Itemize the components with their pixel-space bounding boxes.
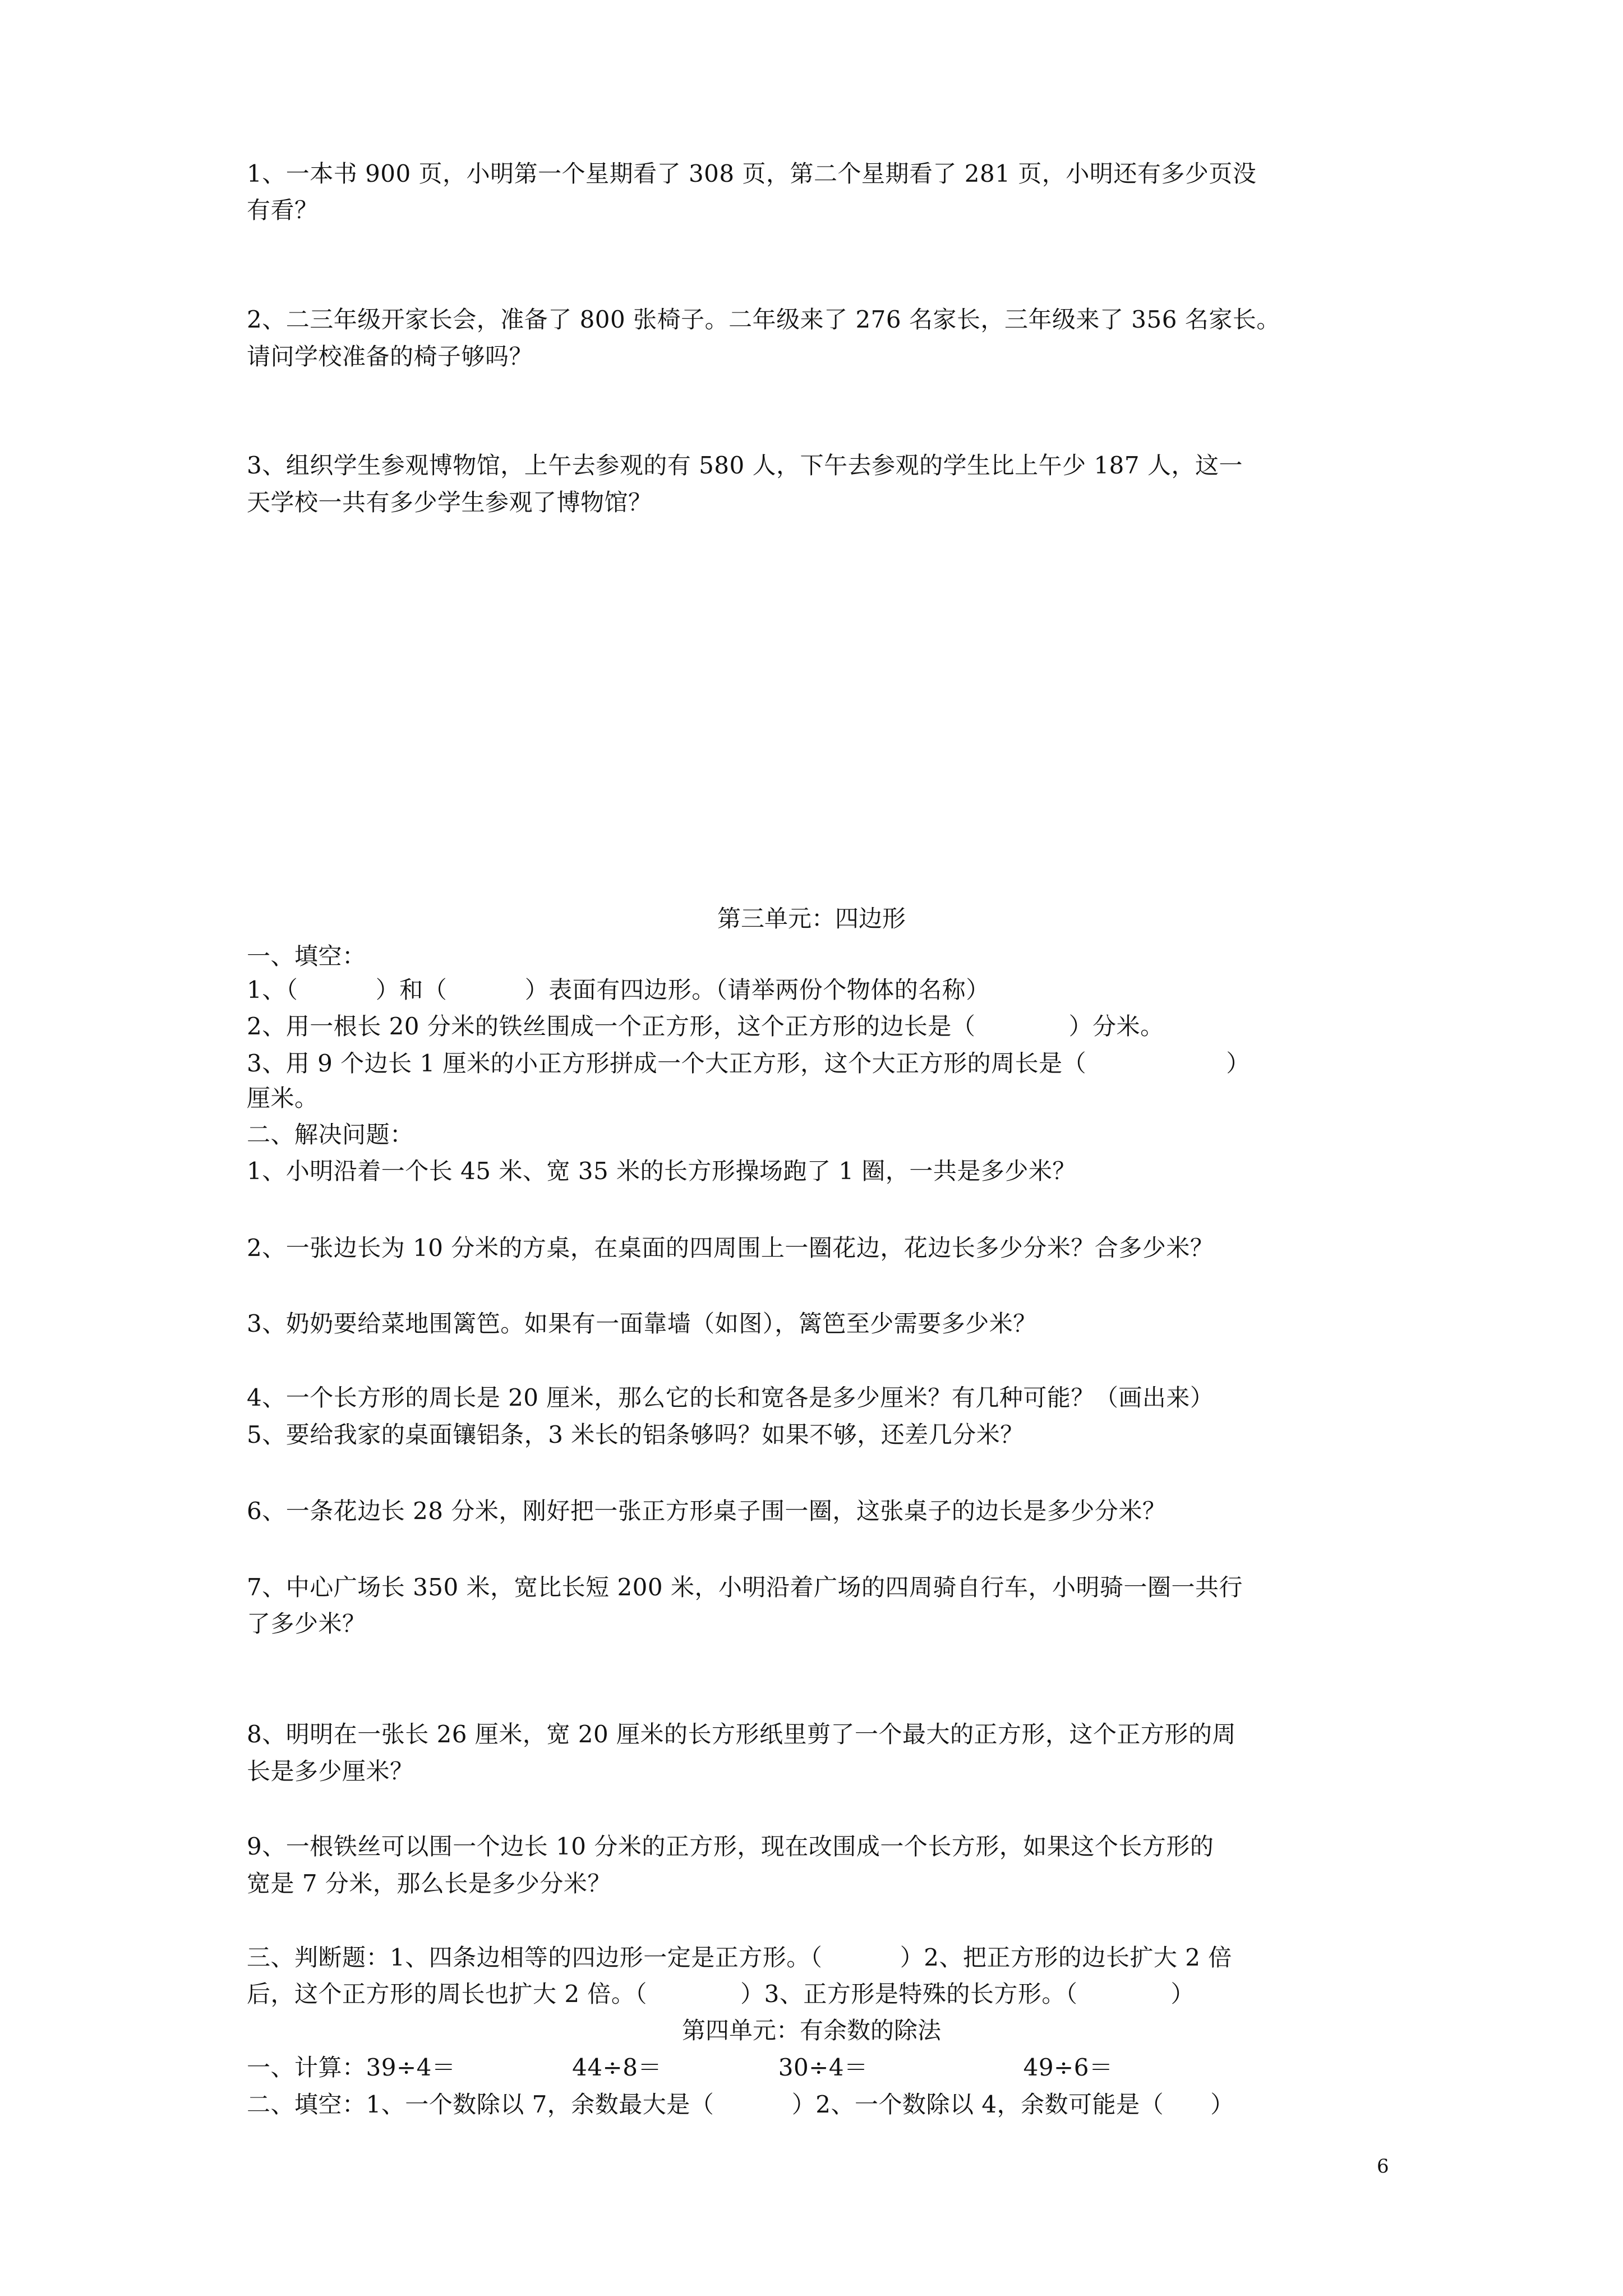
- unit3-fill-item-3-cont: 厘米。: [247, 1084, 319, 1112]
- unit3-fill-heading: 一、填空：: [247, 942, 366, 970]
- problem-3-line-1: 3、组织学生参观博物馆，上午去参观的有 580 人，下午去参观的学生比上午少 187 人，这一: [247, 452, 1243, 479]
- unit3-solve-q6: 6、一条花边长 28 分米，刚好把一张正方形桌子围一圈，这张桌子的边长是多少分米？: [247, 1497, 1166, 1525]
- unit3-fill-item-1: 1、（ ）和（ ）表面有四边形。（请举两份个物体的名称）: [247, 976, 990, 1004]
- problem-2-line-2: 请问学校准备的椅子够吗？: [247, 343, 533, 370]
- unit3-solve-q7-line-2: 了多少米？: [247, 1610, 366, 1637]
- page-number: 6: [1377, 2155, 1389, 2178]
- unit3-solve-q7-line-1: 7、中心广场长 350 米，宽比长短 200 米，小明沿着广场的四周骑自行车，小明骑一圈一共行: [247, 1573, 1243, 1601]
- unit3-solve-q1: 1、小明沿着一个长 45 米、宽 35 米的长方形操场跑了 1 圈，一共是多少米？: [247, 1157, 1076, 1185]
- problem-2-line-1: 2、二三年级开家长会，准备了 800 张椅子。二年级来了 276 名家长，三年级来了 356 名家长。: [247, 306, 1280, 333]
- unit3-solve-q2: 2、一张边长为 10 分米的方桌，在桌面的四周围上一圈花边，花边长多少分米？合多少米？: [247, 1234, 1214, 1262]
- problem-1-line-2: 有看？: [247, 196, 319, 224]
- problem-3-line-2: 天学校一共有多少学生参观了博物馆？: [247, 489, 652, 516]
- unit3-solve-heading: 二、解决问题：: [247, 1121, 414, 1148]
- unit3-judge-line-2: 后，这个正方形的周长也扩大 2 倍。（ ）3、正方形是特殊的长方形。（ ）: [247, 1980, 1195, 2008]
- unit3-solve-q4: 4、一个长方形的周长是 20 厘米，那么它的长和宽各是多少厘米？有几种可能？（画出来）: [247, 1384, 1214, 1411]
- unit3-judge-line-1: 三、判断题：1、四条边相等的四边形一定是正方形。（ ）2、把正方形的边长扩大 2 倍: [247, 1944, 1232, 1971]
- unit4-fill-line: 二、填空：1、一个数除以 7，余数最大是（ ）2、一个数除以 4，余数可能是（ ）: [247, 2091, 1234, 2118]
- unit3-fill-item-3: 3、用 9 个边长 1 厘米的小正方形拼成一个大正方形，这个大正方形的周长是（ ）: [247, 1050, 1250, 1077]
- problem-1-line-1: 1、一本书 900 页，小明第一个星期看了 308 页，第二个星期看了 281 页，小明还有多少页没: [247, 160, 1257, 187]
- unit3-solve-q9-line-2: 宽是 7 分米，那么长是多少分米？: [247, 1870, 611, 1897]
- unit3-solve-q3: 3、奶奶要给菜地围篱笆。如果有一面靠墙（如图），篱笆至少需要多少米？: [247, 1310, 1037, 1337]
- unit3-solve-q5: 5、要给我家的桌面镶铝条，3 米长的铝条够吗？如果不够，还差几分米？: [247, 1421, 1024, 1448]
- unit4-calc-line: 一、计算：39÷4＝ 44÷8＝ 30÷4＝ 49÷6＝: [247, 2054, 1113, 2081]
- unit3-fill-item-2: 2、用一根长 20 分米的铁丝围成一个正方形，这个正方形的边长是（ ）分米。: [247, 1013, 1164, 1040]
- unit4-title: 第四单元：有余数的除法: [681, 2017, 941, 2044]
- unit3-solve-q9-line-1: 9、一根铁丝可以围一个边长 10 分米的正方形，现在改围成一个长方形，如果这个长方形的: [247, 1833, 1214, 1860]
- unit3-solve-q8-line-1: 8、明明在一张长 26 厘米，宽 20 厘米的长方形纸里剪了一个最大的正方形，这个正方形的周: [247, 1720, 1237, 1748]
- unit3-solve-q8-line-2: 长是多少厘米？: [247, 1757, 414, 1785]
- unit3-title: 第三单元：四边形: [717, 905, 906, 932]
